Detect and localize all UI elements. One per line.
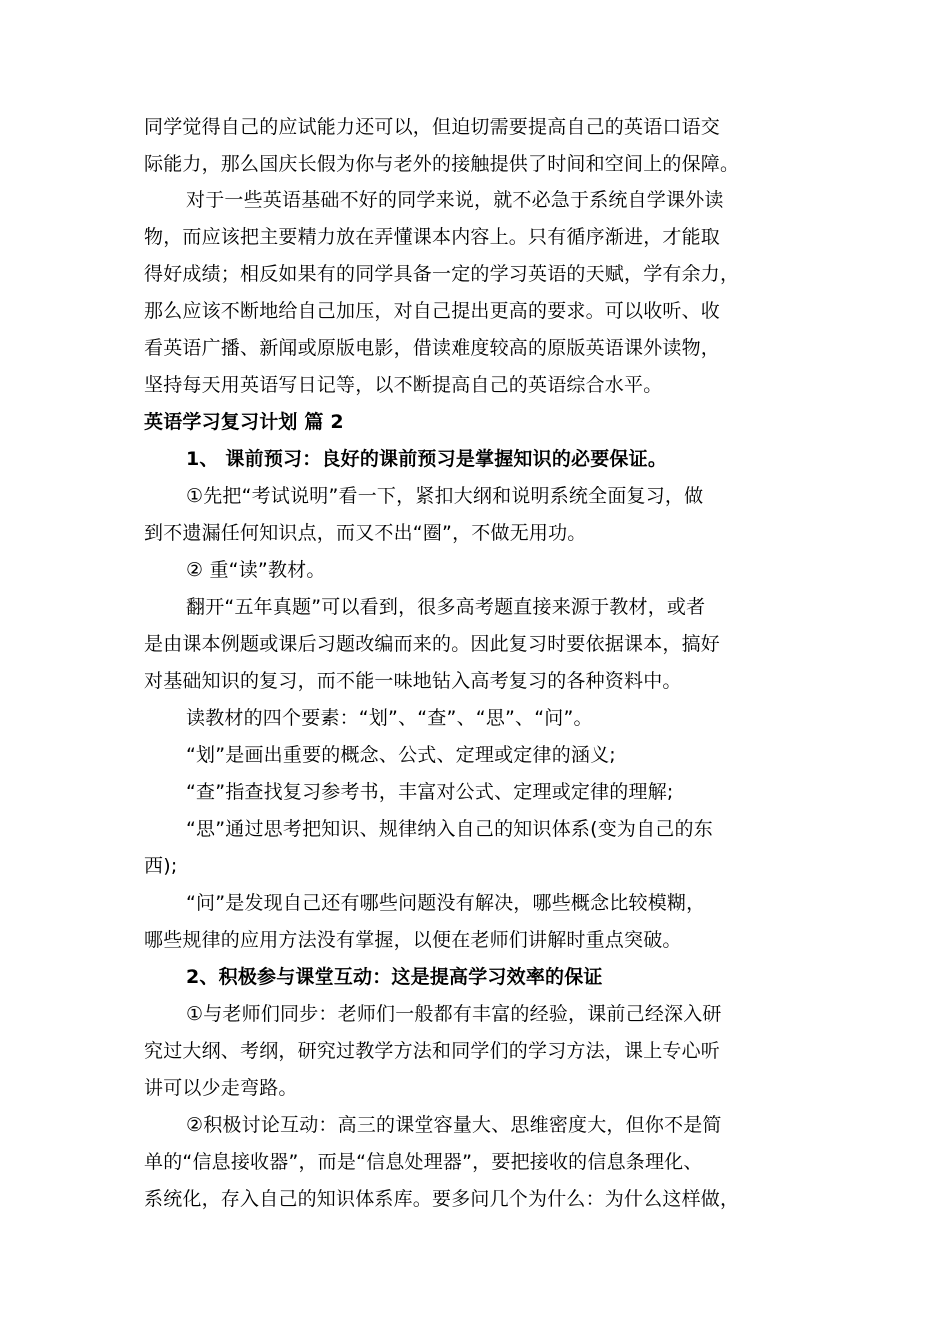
subsection-title: 2、积极参与课堂互动：这是提高学习效率的保证 [186,966,603,988]
paragraph-line: 对于一些英语基础不好的同学来说，就不必急于系统自学课外读 [186,189,724,211]
paragraph-line: 那么应该不断地给自己加压，对自己提出更高的要求。可以收听、收 [144,300,721,322]
paragraph-line: 单的“信息接收器”，而是“信息处理器”，要把接收的信息条理化、 [144,1151,703,1173]
paragraph-line: 到不遗漏任何知识点，而又不出“圈”，不做无用功。 [144,522,587,544]
section-heading: 英语学习复习计划 篇 2 [144,411,344,433]
paragraph-line: 西); [144,855,178,877]
paragraph-line: “查”指查找复习参考书，丰富对公式、定理或定律的理解; [186,781,674,803]
paragraph-line: 同学觉得自己的应试能力还可以，但迫切需要提高自己的英语口语交 [144,116,721,138]
paragraph-line: ①先把“考试说明”看一下，紧扣大纲和说明系统全面复习，做 [186,485,704,507]
paragraph-line: 看英语广播、新闻或原版电影，借读难度较高的原版英语课外读物， [144,337,721,359]
paragraph-line: 对基础知识的复习，而不能一味地钻入高考复习的各种资料中。 [144,670,682,692]
paragraph-line: ②积极讨论互动：高三的课堂容量大、思维密度大，但你不是简 [186,1114,722,1136]
paragraph-line: “划”是画出重要的概念、公式、定理或定律的涵义; [186,744,616,766]
paragraph-line: 讲可以少走弯路。 [144,1077,298,1099]
paragraph-line: ② 重“读”教材。 [186,559,326,581]
paragraph-line: 究过大纲、考纲，研究过教学方法和同学们的学习方法，课上专心听 [144,1040,721,1062]
paragraph-line: “问”是发现自己还有哪些问题没有解决，哪些概念比较模糊， [186,892,706,914]
paragraph-line: 读教材的四个要素：“划”、“查”、“思”、“问”。 [186,707,593,729]
paragraph-line: 系统化，存入自己的知识体系库。要多问几个为什么：为什么这样做， [144,1188,740,1210]
paragraph-line: 哪些规律的应用方法没有掌握，以便在老师们讲解时重点突破。 [144,929,682,951]
paragraph-line: ①与老师们同步：老师们一般都有丰富的经验，课前己经深入研 [186,1003,722,1025]
paragraph-line: 翻开“五年真题”可以看到，很多高考题直接来源于教材，或者 [186,596,706,618]
paragraph-line: 际能力，那么国庆长假为你与老外的接触提供了时间和空间上的保障。 [144,153,740,175]
paragraph-line: 物，而应该把主要精力放在弄懂课本内容上。只有循序渐进，才能取 [144,226,721,248]
subsection-title: 1、 课前预习：良好的课前预习是掌握知识的必要保证。 [186,448,668,470]
paragraph-line: 是由课本例题或课后习题改编而来的。因此复习时要依据课本，搞好 [144,633,721,655]
paragraph-line: 得好成绩；相反如果有的同学具备一定的学习英语的天赋，学有余力， [144,263,740,285]
paragraph-line: “思”通过思考把知识、规律纳入自己的知识体系(变为自己的东 [186,818,713,840]
paragraph-line: 坚持每天用英语写日记等，以不断提高自己的英语综合水平。 [144,374,663,396]
